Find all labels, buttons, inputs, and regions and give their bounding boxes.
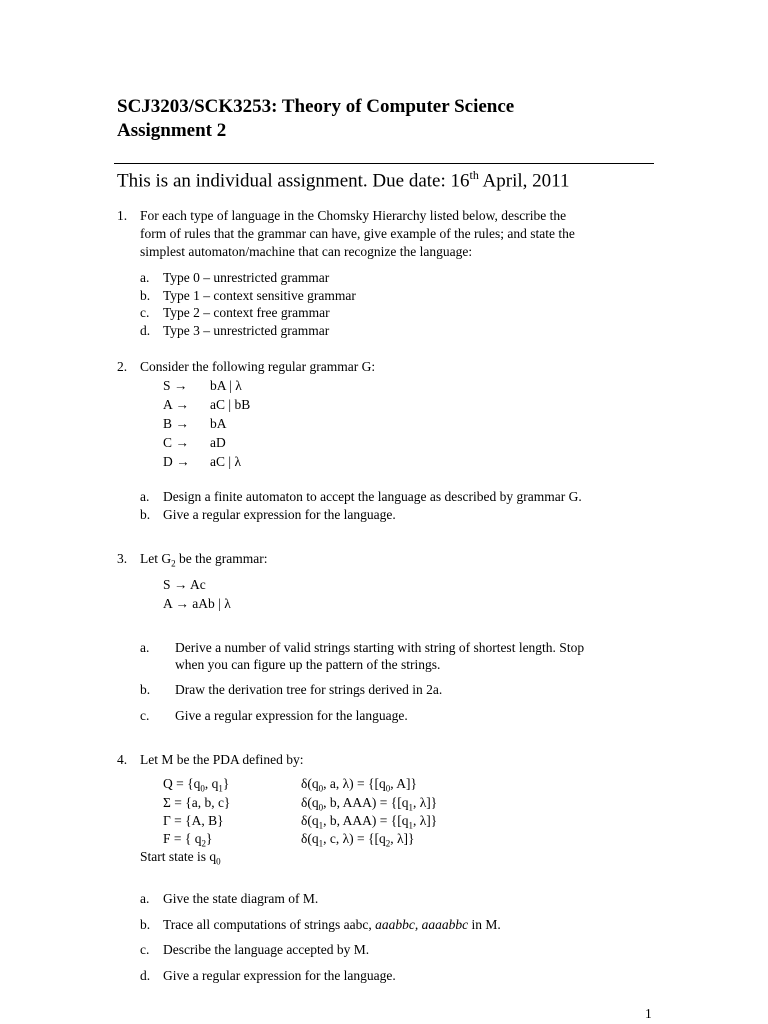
grammar-rule-lhs: D → bbox=[163, 454, 190, 469]
q1-item-label: a. bbox=[140, 270, 150, 285]
q2-item-text: Give a regular expression for the language. bbox=[163, 507, 396, 522]
q1-item-text: Type 1 – context sensitive grammar bbox=[163, 288, 356, 303]
q4-item-text: Trace all computations of strings aabc, aaabbc, aaaabbc in M. bbox=[163, 917, 501, 932]
grammar-rule-lhs: B → bbox=[163, 416, 189, 431]
grammar-rule-rhs: aC | λ bbox=[210, 454, 241, 469]
q3-grammar-rule: S → Ac bbox=[163, 577, 206, 592]
q4-number: 4. bbox=[117, 752, 128, 767]
q1-number: 1. bbox=[117, 208, 128, 223]
pda-definition: Γ = {A, B} bbox=[163, 813, 224, 828]
q2-item-text: Design a finite automaton to accept the language as described by grammar G. bbox=[163, 489, 582, 504]
grammar-rule-rhs: bA | λ bbox=[210, 378, 242, 393]
q3-item-label: a. bbox=[140, 640, 150, 655]
pda-transition: $\delta(q_1$, c, $\lambda) = \{[q_2$, λ]} bbox=[301, 831, 415, 849]
grammar-rule-rhs: aD bbox=[210, 435, 226, 450]
grammar-rule-lhs: C → bbox=[163, 435, 189, 450]
assignment-title: Assignment 2 bbox=[117, 120, 227, 141]
q1-item-text: Type 2 – context free grammar bbox=[163, 305, 330, 320]
q1-item-text: Type 0 – unrestricted grammar bbox=[163, 270, 330, 285]
pda-definition: $Q = \{q_0$, $q_1$} bbox=[163, 776, 230, 794]
q3-item-text: when you can figure up the pattern of the strings. bbox=[175, 657, 441, 672]
q2-item-label: b. bbox=[140, 507, 151, 522]
pda-definition: F = { $q_2$} bbox=[163, 831, 213, 849]
subtitle: This is an individual assignment. Due date: 16th April, 2011 bbox=[117, 168, 570, 192]
q4-item-label: b. bbox=[140, 917, 151, 932]
grammar-rule-lhs: S → bbox=[163, 378, 188, 393]
q3-item-label: c. bbox=[140, 708, 150, 723]
q1-item-label: b. bbox=[140, 288, 151, 303]
pda-transition: $\delta(q_1$, b, $AAA) = \{[q_1$, λ]} bbox=[301, 813, 438, 831]
page-number: 1 bbox=[645, 1006, 652, 1021]
grammar-rule-rhs: aC | bB bbox=[210, 397, 251, 412]
q2-number: 2. bbox=[117, 359, 128, 374]
q2-text: Consider the following regular grammar G: bbox=[140, 359, 376, 374]
header-divider bbox=[114, 163, 654, 164]
q4-text: Let M be the PDA defined by: bbox=[140, 752, 304, 767]
q1-item-text: Type 3 – unrestricted grammar bbox=[163, 323, 330, 338]
grammar-rule-rhs: bA bbox=[210, 416, 227, 431]
q3-text: Let $G_2$ be the grammar: bbox=[140, 551, 268, 569]
q3-item-label: b. bbox=[140, 682, 151, 697]
q3-item-text: Derive a number of valid strings starting with string of shortest length. Stop bbox=[175, 640, 585, 655]
q3-number: 3. bbox=[117, 551, 128, 566]
grammar-rule-lhs: A → bbox=[163, 397, 189, 412]
q1-item-label: c. bbox=[140, 305, 150, 320]
pda-transition: $\delta(q_0$, a, $\lambda) = \{[q_0$, A]} bbox=[301, 776, 417, 794]
q1-text-line: form of rules that the grammar can have, give example of the rules; and state the bbox=[140, 226, 575, 241]
page-title: SCJ3203/SCK3253: Theory of Computer Science bbox=[117, 96, 515, 117]
q4-item-text: Give the state diagram of M. bbox=[163, 891, 319, 906]
q3-grammar-rule: A → aAb | λ bbox=[163, 596, 231, 611]
q2-item-label: a. bbox=[140, 489, 150, 504]
q4-item-text: Describe the language accepted by M. bbox=[163, 942, 370, 957]
q4-item-label: a. bbox=[140, 891, 150, 906]
q4-item-label: c. bbox=[140, 942, 150, 957]
q1-text-line: For each type of language in the Chomsky Hierarchy listed below, describe the bbox=[140, 208, 567, 223]
q1-item-label: d. bbox=[140, 323, 151, 338]
q3-item-text: Give a regular expression for the language. bbox=[175, 708, 408, 723]
q4-item-text: Give a regular expression for the language. bbox=[163, 968, 396, 983]
pda-transition: $\delta(q_0$, b, $AAA) = \{[q_1$, λ]} bbox=[301, 795, 438, 813]
q4-item-label: d. bbox=[140, 968, 151, 983]
pda-start-state: Start state is $q_0$ bbox=[140, 849, 221, 867]
q1-text-line: simplest automaton/machine that can recognize the language: bbox=[140, 244, 473, 259]
q3-item-text: Draw the derivation tree for strings derived in 2a. bbox=[175, 682, 443, 697]
pda-definition: Σ = {a, b, c} bbox=[163, 795, 231, 810]
